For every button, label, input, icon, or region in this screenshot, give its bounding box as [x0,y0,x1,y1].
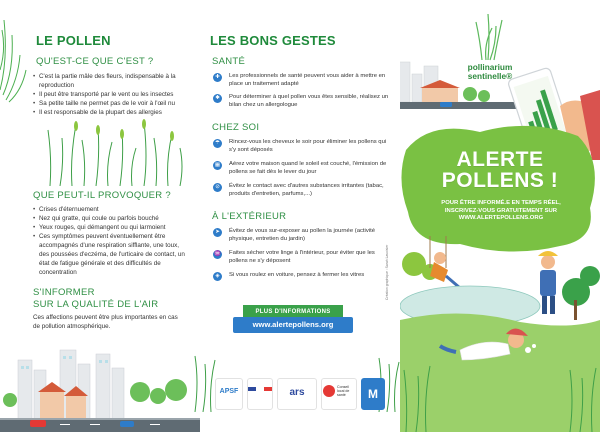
health-item-2 [213,93,393,109]
air-quality-heading [33,287,158,311]
apsf-logo: APSF [215,378,243,410]
map-pin-icon [323,385,335,397]
list-item: • Yeux rouges, qui démangent ou qui larmoient [33,223,188,232]
more-info-label: PLUS D'INFORMATIONS [243,305,343,319]
grass-decoration-left [0,0,30,110]
doctor-icon: ✚ [213,73,222,82]
runner-icon: ➤ [213,228,222,237]
good-practices-column [193,0,400,432]
good-practices-title: LES BONS GESTES [210,33,336,48]
no-smoking-icon: ⊘ [213,183,222,192]
alert-title-line2: POLLENS ! [441,169,559,192]
outside-item-text: Faites sécher votre linge à l'intérieur, pour éviter que les pollens ne s'y déposent [229,250,375,265]
car-icon: ◈ [213,272,222,281]
home-heading: CHEZ SOI [212,122,260,133]
air-quality-heading-line2: SUR LA QUALITÉ DE L'AIR [33,299,159,310]
home-item-3 [213,182,393,198]
alert-subtitle-line2: INSCRIVEZ-VOUS GRATUITEMENT SUR [444,207,558,214]
list-item: • Il est responsable de la plupart des allergies [33,108,183,117]
outside-item-text: Évitez de vous sur-exposer au pollen la journée (activité physique, entretien du jardin) [229,228,376,243]
health-item-text: Pour déterminer à quel pollen vous êtes sensible, réalisez un bilan chez un allergologue [229,94,389,109]
outside-item-text: Si vous roulez en voiture, pensez à fermer les vitres [229,272,365,278]
list-item: • Nez qui gratte, qui coule ou parfois bouché [33,214,188,223]
alert-title [405,149,595,191]
health-heading: SANTÉ [212,56,246,67]
alert-subtitle [408,200,594,223]
grass-field-illustration [40,118,190,186]
list-item: • Ces symptômes peuvent éventuellement être accompagnés d'une respiration sifflante, une toux, des poussées d'eczéma, de l'urticaire de contact, un état de fatigue générale et des difficultés de concentration [33,232,188,277]
brand-name [440,63,540,81]
city-logo: M [361,378,385,410]
air-quality-text: Ces affections peuvent être plus importantes en cas de pollution atmosphérique. [33,314,178,330]
effects-list [33,205,188,277]
allergy-test-icon: ✱ [213,94,222,103]
brand-line1: pollinarium [467,62,513,72]
home-item-text: Aérez votre maison quand le soleil est couché, l'émission de pollens se fait dès le lever du jour [229,161,387,176]
what-is-it-list [33,72,183,117]
home-item-2 [213,160,393,176]
brand-line2: sentinelle® [467,71,513,81]
pollen-column [0,0,193,432]
outside-item-3 [213,271,393,281]
home-item-1 [213,138,393,154]
health-item-1 [213,72,393,88]
pollen-title: LE POLLEN [36,33,111,48]
laundry-icon: ♒ [214,251,221,257]
home-item-text: Rincez-vous les cheveux le soir pour éliminer les pollens qui s'y sont déposés [229,139,387,154]
list-item: • Il peut être transporté par le vent ou les insectes [33,90,183,99]
list-item: • Sa petite taille ne permet pas de le voir à l'œil nu [33,99,183,108]
city-scene-illustration [0,340,200,432]
shower-icon: ☂ [213,139,222,148]
health-item-text: Les professionnels de santé peuvent vous aider à mettre en place un traitement adapté [229,73,386,88]
outside-item-2 [213,249,393,265]
outside-heading: À L'EXTÉRIEUR [212,211,287,222]
alert-website-text[interactable]: WWW.ALERTEPOLLENS.ORG [458,215,544,221]
alert-subtitle-line1: POUR ÊTRE INFORMÉ.E EN TEMPS RÉEL, [441,200,561,206]
ars-logo: ars [277,378,317,410]
air-quality-heading-line1: S'INFORMER [33,287,95,298]
design-credit: Création graphique : Sarah Lavoisier [385,244,389,300]
window-icon: ▦ [214,162,221,168]
local-health-logo: Conseil local de santé [321,378,357,410]
effects-heading: QUE PEUT-IL PROVOQUER ? [33,190,171,201]
home-item-text: Évitez le contact avec d'autres substances irritantes (tabac, produits d'entretien, parfums,...) [229,183,384,198]
outside-item-1 [213,227,393,243]
alert-title-line1: ALERTE [456,148,544,171]
website-link[interactable]: www.alertepollens.org [233,317,353,333]
what-is-it-heading: QU'EST-CE QUE C'EST ? [36,56,154,67]
list-item: • Crises d'éternuement [33,205,188,214]
list-item: • C'est la partie mâle des fleurs, indispensable à la reproduction [33,72,183,90]
republic-logo [247,378,273,410]
